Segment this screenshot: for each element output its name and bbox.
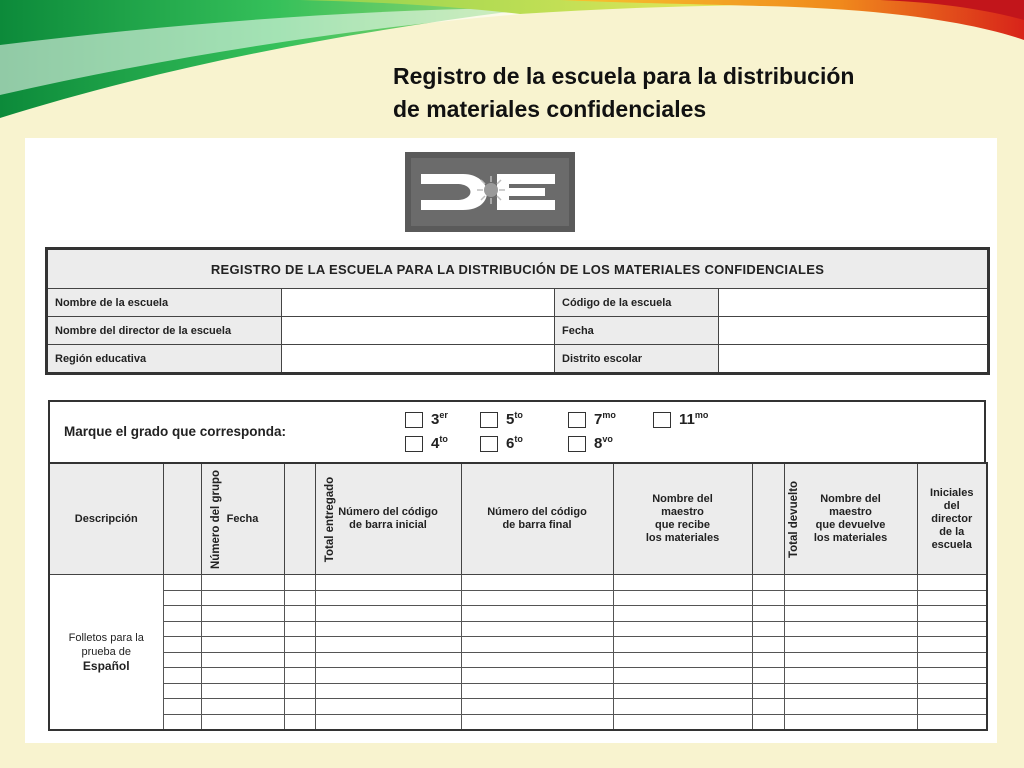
checkbox-box[interactable] bbox=[480, 436, 498, 452]
grade-selector bbox=[48, 400, 986, 462]
table-cell[interactable] bbox=[163, 621, 201, 637]
table-cell[interactable] bbox=[613, 637, 752, 653]
distribution-body bbox=[49, 575, 987, 731]
table-row bbox=[49, 575, 987, 591]
table-row bbox=[49, 606, 987, 622]
table-cell[interactable] bbox=[613, 575, 752, 591]
table-cell[interactable] bbox=[461, 637, 613, 653]
col-maestro-recibe-line: Nombre del bbox=[652, 493, 713, 505]
table-cell[interactable] bbox=[752, 575, 784, 591]
table-cell[interactable] bbox=[613, 714, 752, 730]
col-iniciales-line: de la bbox=[939, 525, 965, 538]
col-codigo-inicial-line: de barra inicial bbox=[349, 519, 427, 531]
date-label: Fecha bbox=[555, 317, 719, 345]
table-cell[interactable] bbox=[461, 575, 613, 591]
grade-suffix: to bbox=[514, 410, 523, 420]
table-cell[interactable] bbox=[917, 590, 987, 606]
table-cell[interactable] bbox=[461, 668, 613, 684]
row-group-line: Folletos para la bbox=[68, 631, 144, 644]
table-cell[interactable] bbox=[201, 590, 284, 606]
grade-11-checkbox[interactable] bbox=[653, 410, 708, 428]
grade-number: 7 bbox=[594, 411, 603, 428]
grade-suffix: to bbox=[439, 434, 448, 444]
table-cell[interactable] bbox=[917, 637, 987, 653]
table-cell[interactable] bbox=[163, 637, 201, 653]
table-cell[interactable] bbox=[284, 575, 315, 591]
col-iniciales-line: del bbox=[943, 499, 960, 512]
region-field[interactable] bbox=[282, 345, 555, 374]
table-cell[interactable] bbox=[752, 606, 784, 622]
table-cell[interactable] bbox=[163, 575, 201, 591]
table-cell[interactable] bbox=[284, 699, 315, 715]
col-maestro-recibe-line: maestro bbox=[661, 506, 704, 518]
col-maestro-devuelve-line: que devuelve bbox=[815, 519, 886, 531]
table-cell[interactable] bbox=[284, 621, 315, 637]
table-cell[interactable] bbox=[784, 683, 917, 699]
col-numero-grupo-label: Número del grupo bbox=[209, 469, 222, 569]
table-row bbox=[49, 714, 987, 730]
table-cell[interactable] bbox=[784, 714, 917, 730]
table-cell[interactable] bbox=[315, 637, 461, 653]
table-cell[interactable] bbox=[461, 621, 613, 637]
table-cell[interactable] bbox=[315, 683, 461, 699]
grade-number: 3 bbox=[431, 411, 440, 428]
table-cell[interactable] bbox=[315, 668, 461, 684]
grade-number: 4 bbox=[431, 435, 440, 452]
col-maestro-recibe-line: que recibe bbox=[654, 519, 711, 531]
grade-suffix: mo bbox=[602, 410, 616, 420]
table-cell[interactable] bbox=[163, 652, 201, 668]
col-codigo-inicial-line: Número del código bbox=[338, 506, 438, 518]
table-cell[interactable] bbox=[917, 606, 987, 622]
col-maestro-recibe-line: los materiales bbox=[645, 532, 720, 544]
table-cell[interactable] bbox=[201, 637, 284, 653]
table-row bbox=[49, 683, 987, 699]
col-iniciales-line: Iniciales bbox=[930, 486, 974, 499]
table-row bbox=[49, 621, 987, 637]
region-label: Región educativa bbox=[47, 345, 282, 374]
table-cell[interactable] bbox=[284, 683, 315, 699]
table-cell[interactable] bbox=[613, 699, 752, 715]
grade-4-checkbox[interactable] bbox=[405, 434, 448, 452]
table-cell[interactable] bbox=[315, 714, 461, 730]
school-info-table bbox=[45, 247, 990, 375]
col-iniciales-line: director bbox=[931, 512, 973, 525]
distribution-table bbox=[48, 462, 988, 731]
table-row bbox=[49, 699, 987, 715]
col-iniciales-director bbox=[917, 463, 987, 575]
table-cell[interactable] bbox=[284, 714, 315, 730]
table-cell[interactable] bbox=[315, 699, 461, 715]
grade-3-checkbox[interactable] bbox=[405, 410, 448, 428]
table-row bbox=[49, 590, 987, 606]
table-cell[interactable] bbox=[917, 683, 987, 699]
table-cell[interactable] bbox=[163, 606, 201, 622]
form-header: REGISTRO DE LA ESCUELA PARA LA DISTRIBUCIÓN DE LOS MATERIALES CONFIDENCIALES bbox=[47, 249, 989, 289]
school-name-field[interactable] bbox=[282, 289, 555, 317]
grade-number: 11 bbox=[679, 411, 695, 428]
col-total-devuelto bbox=[752, 463, 800, 575]
school-code-field[interactable] bbox=[719, 289, 989, 317]
col-maestro-devuelve-line: los materiales bbox=[813, 532, 888, 544]
table-cell[interactable] bbox=[917, 575, 987, 591]
grade-number: 8 bbox=[594, 435, 603, 452]
table-cell[interactable] bbox=[784, 621, 917, 637]
table-cell[interactable] bbox=[784, 668, 917, 684]
table-cell[interactable] bbox=[917, 699, 987, 715]
table-cell[interactable] bbox=[201, 699, 284, 715]
grade-suffix: mo bbox=[694, 410, 709, 420]
grade-number: 5 bbox=[506, 411, 515, 428]
table-cell[interactable] bbox=[752, 621, 784, 637]
table-cell[interactable] bbox=[201, 683, 284, 699]
table-cell[interactable] bbox=[284, 606, 315, 622]
table-cell[interactable] bbox=[461, 606, 613, 622]
table-cell[interactable] bbox=[613, 652, 752, 668]
grade-suffix: to bbox=[514, 434, 523, 444]
grade-number: 6 bbox=[506, 435, 515, 452]
col-fecha-label: Fecha bbox=[226, 512, 259, 525]
school-name-label: Nombre de la escuela bbox=[47, 289, 282, 317]
table-cell[interactable] bbox=[752, 668, 784, 684]
table-cell[interactable] bbox=[461, 652, 613, 668]
table-cell[interactable] bbox=[917, 714, 987, 730]
table-cell[interactable] bbox=[201, 652, 284, 668]
checkbox-box[interactable] bbox=[480, 412, 498, 428]
col-codigo-final bbox=[461, 463, 613, 575]
table-cell[interactable] bbox=[752, 714, 784, 730]
table-cell[interactable] bbox=[752, 683, 784, 699]
table-cell[interactable] bbox=[784, 590, 917, 606]
table-cell[interactable] bbox=[315, 590, 461, 606]
checkbox-box[interactable] bbox=[653, 412, 671, 428]
table-cell[interactable] bbox=[201, 575, 284, 591]
table-cell[interactable] bbox=[284, 637, 315, 653]
table-cell[interactable] bbox=[784, 575, 917, 591]
table-cell[interactable] bbox=[784, 637, 917, 653]
table-cell[interactable] bbox=[163, 683, 201, 699]
table-cell[interactable] bbox=[284, 590, 315, 606]
slide-title bbox=[393, 60, 1003, 126]
table-cell[interactable] bbox=[163, 668, 201, 684]
table-cell[interactable] bbox=[613, 590, 752, 606]
table-row bbox=[49, 668, 987, 684]
col-total-devuelto-label: Total devuelto bbox=[787, 480, 800, 558]
grade-8-checkbox[interactable] bbox=[568, 434, 613, 452]
col-numero-grupo bbox=[163, 463, 222, 575]
checkbox-box[interactable] bbox=[405, 412, 423, 428]
table-cell[interactable] bbox=[461, 683, 613, 699]
date-field[interactable] bbox=[719, 317, 989, 345]
director-name-field[interactable] bbox=[282, 317, 555, 345]
grade-suffix: vo bbox=[602, 434, 613, 444]
table-row bbox=[49, 652, 987, 668]
table-cell[interactable] bbox=[315, 606, 461, 622]
grade-prompt: Marque el grado que corresponda: bbox=[64, 424, 287, 439]
grade-suffix: er bbox=[439, 410, 448, 420]
table-cell[interactable] bbox=[315, 652, 461, 668]
table-row bbox=[49, 637, 987, 653]
district-field[interactable] bbox=[719, 345, 989, 374]
table-header-row bbox=[49, 463, 987, 575]
table-cell[interactable] bbox=[752, 590, 784, 606]
row-group-description bbox=[49, 575, 163, 731]
table-cell[interactable] bbox=[201, 606, 284, 622]
table-cell[interactable] bbox=[284, 652, 315, 668]
district-label: Distrito escolar bbox=[555, 345, 719, 374]
school-code-label: Código de la escuela bbox=[555, 289, 719, 317]
table-cell[interactable] bbox=[784, 652, 917, 668]
table-cell[interactable] bbox=[315, 575, 461, 591]
grade-6-checkbox[interactable] bbox=[480, 434, 523, 452]
table-cell[interactable] bbox=[752, 699, 784, 715]
table-cell[interactable] bbox=[163, 590, 201, 606]
col-iniciales-line: escuela bbox=[931, 538, 972, 551]
de-logo bbox=[405, 152, 575, 232]
table-cell[interactable] bbox=[163, 699, 201, 715]
checkbox-box[interactable] bbox=[405, 436, 423, 452]
table-cell[interactable] bbox=[784, 699, 917, 715]
grade-5-checkbox[interactable] bbox=[480, 410, 523, 428]
col-total-entregado-label: Total entregado bbox=[323, 476, 336, 562]
table-cell[interactable] bbox=[917, 668, 987, 684]
form-sheet bbox=[25, 138, 997, 743]
table-cell[interactable] bbox=[613, 621, 752, 637]
table-cell[interactable] bbox=[315, 621, 461, 637]
col-codigo-final-line: Número del código bbox=[487, 506, 587, 518]
table-cell[interactable] bbox=[163, 714, 201, 730]
col-codigo-final-line: de barra final bbox=[502, 519, 572, 531]
table-cell[interactable] bbox=[784, 606, 917, 622]
col-maestro-devuelve-line: Nombre del bbox=[820, 493, 881, 505]
col-descripcion-label: Descripción bbox=[74, 512, 138, 525]
row-group-line: prueba de bbox=[81, 645, 132, 658]
col-total-entregado bbox=[284, 463, 336, 575]
table-cell[interactable] bbox=[613, 668, 752, 684]
col-maestro-recibe bbox=[613, 463, 752, 575]
checkbox-box[interactable] bbox=[568, 412, 586, 428]
table-cell[interactable] bbox=[201, 621, 284, 637]
table-cell[interactable] bbox=[613, 606, 752, 622]
col-maestro-devuelve-line: maestro bbox=[829, 506, 872, 518]
row-group-subject: Español bbox=[82, 658, 130, 673]
table-cell[interactable] bbox=[752, 637, 784, 653]
table-cell[interactable] bbox=[752, 652, 784, 668]
table-cell[interactable] bbox=[461, 714, 613, 730]
slide-title-line-1: Registro de la escuela para la distribución bbox=[393, 63, 855, 89]
col-maestro-devuelve bbox=[784, 463, 917, 575]
col-descripcion bbox=[49, 463, 163, 575]
table-cell[interactable] bbox=[201, 714, 284, 730]
table-cell[interactable] bbox=[201, 668, 284, 684]
table-cell[interactable] bbox=[917, 621, 987, 637]
table-cell[interactable] bbox=[461, 699, 613, 715]
table-cell[interactable] bbox=[284, 668, 315, 684]
checkbox-box[interactable] bbox=[568, 436, 586, 452]
grade-7-checkbox[interactable] bbox=[568, 410, 616, 428]
director-name-label: Nombre del director de la escuela bbox=[47, 317, 282, 345]
table-cell[interactable] bbox=[917, 652, 987, 668]
table-cell[interactable] bbox=[461, 590, 613, 606]
table-cell[interactable] bbox=[613, 683, 752, 699]
slide-title-line-2: de materiales confidenciales bbox=[393, 96, 707, 122]
